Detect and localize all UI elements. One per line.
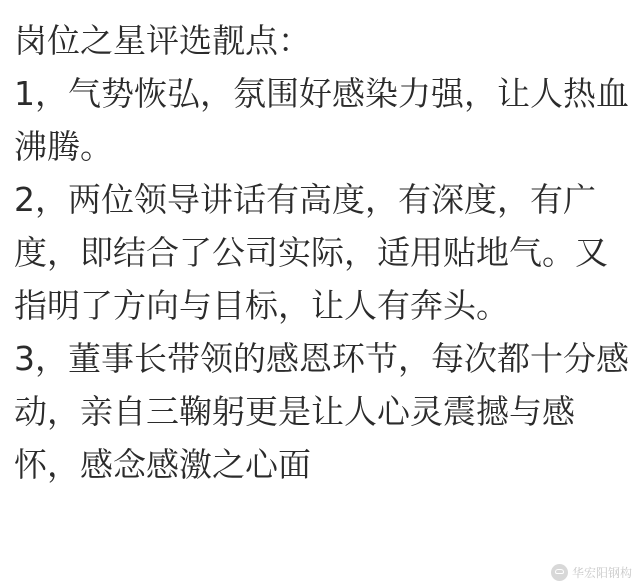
watermark-label: 华宏阳钢构 (571, 566, 632, 580)
document-paragraph-1: 1，气势恢弘，氛围好感染力强，让人热血沸腾。 (14, 74, 629, 166)
wechat-logo-icon (551, 564, 568, 581)
document-paragraph-3: 3，董事长带领的感恩环节，每次都十分感动，亲自三鞠躬更是让人心灵震撼与感怀，感念感激之心面 (14, 339, 629, 484)
document-paragraph-title: 岗位之星评选靓点： (14, 21, 311, 60)
watermark (551, 564, 632, 581)
document-text-body (14, 14, 630, 491)
document-paragraph-2: 2，两位领导讲话有高度，有深度，有广度，即结合了公司实际，适用贴地气。又指明了方向与目标，让人有奔头。 (14, 180, 608, 325)
